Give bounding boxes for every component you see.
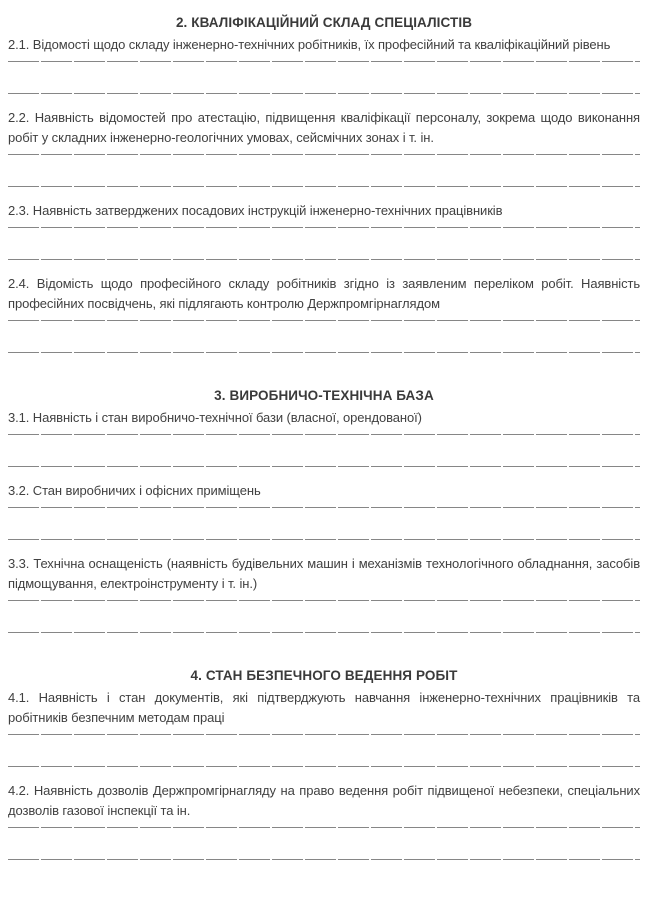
- form-item: [8, 408, 640, 467]
- form-item: [8, 274, 640, 353]
- blank-fill-in-line: [8, 227, 640, 228]
- form-item-text: 2.3. Наявність затверджених посадових інструкцій інженерно-технічних працівників: [8, 203, 503, 218]
- blank-fill-in-line: [8, 827, 640, 828]
- blank-fill-in-line: [8, 466, 640, 467]
- section-heading: 2. КВАЛІФІКАЦІЙНИЙ СКЛАД СПЕЦІАЛІСТІВ: [175, 15, 473, 30]
- form-item-text: 2.1. Відомості щодо складу інженерно-технічних робітників, їх професійний та кваліфікаційний рівень: [8, 37, 611, 52]
- form-item-text: 4.1. Наявність і стан документів, які підтверджують навчання інженерно-технічних працівників та робітників безпечним методам праці: [8, 690, 640, 725]
- blank-fill-in-line: [8, 632, 640, 633]
- blank-fill-in-line: [8, 600, 640, 601]
- blank-fill-in-line: [8, 766, 640, 767]
- blank-fill-in-line: [8, 539, 640, 540]
- blank-fill-in-line: [8, 186, 640, 187]
- form-item-text: 2.4. Відомість щодо професійного складу робітників згідно із заявленим переліком робіт. Наявність професійних посвідчень, які підлягають контролю Держпромгірнаглядом: [8, 276, 640, 311]
- form-item: [8, 108, 640, 187]
- form-item-text: 3.2. Стан виробничих і офісних приміщень: [8, 483, 261, 498]
- blank-fill-in-line: [8, 507, 640, 508]
- form-item: [8, 201, 640, 260]
- blank-fill-in-line: [8, 154, 640, 155]
- blank-fill-in-line: [8, 93, 640, 94]
- form-item: [8, 554, 640, 633]
- blank-fill-in-line: [8, 259, 640, 260]
- blank-fill-in-line: [8, 434, 640, 435]
- form-item: [8, 688, 640, 767]
- blank-fill-in-line: [8, 61, 640, 62]
- form-section: [8, 667, 640, 860]
- section-heading: 4. СТАН БЕЗПЕЧНОГО ВЕДЕННЯ РОБІТ: [190, 668, 458, 683]
- blank-fill-in-line: [8, 320, 640, 321]
- form-item: [8, 481, 640, 540]
- form-section: [8, 387, 640, 633]
- blank-fill-in-line: [8, 859, 640, 860]
- form-item: [8, 35, 640, 94]
- form-item-text: 2.2. Наявність відомостей про атестацію, підвищення кваліфікації персоналу, зокрема щодо виконання робіт у складних інженерно-геологічних умовах, сейсмічних зонах і т. ін.: [8, 110, 640, 145]
- form-item-text: 3.1. Наявність і стан виробничо-технічної бази (власної, орендованої): [8, 410, 422, 425]
- section-heading: 3. ВИРОБНИЧО-ТЕХНІЧНА БАЗА: [214, 388, 434, 403]
- blank-fill-in-line: [8, 352, 640, 353]
- form-section: [8, 14, 640, 353]
- blank-fill-in-line: [8, 734, 640, 735]
- form-item-text: 4.2. Наявність дозволів Держпромгірнагляду на право ведення робіт підвищеної небезпеки, спеціальних дозволів газової інспекції та ін.: [8, 783, 640, 818]
- form-item: [8, 781, 640, 860]
- form-item-text: 3.3. Технічна оснащеність (наявність будівельних машин і механізмів технологічного обладнання, засобів підмощування, електроінструменту і т. ін.): [8, 556, 640, 591]
